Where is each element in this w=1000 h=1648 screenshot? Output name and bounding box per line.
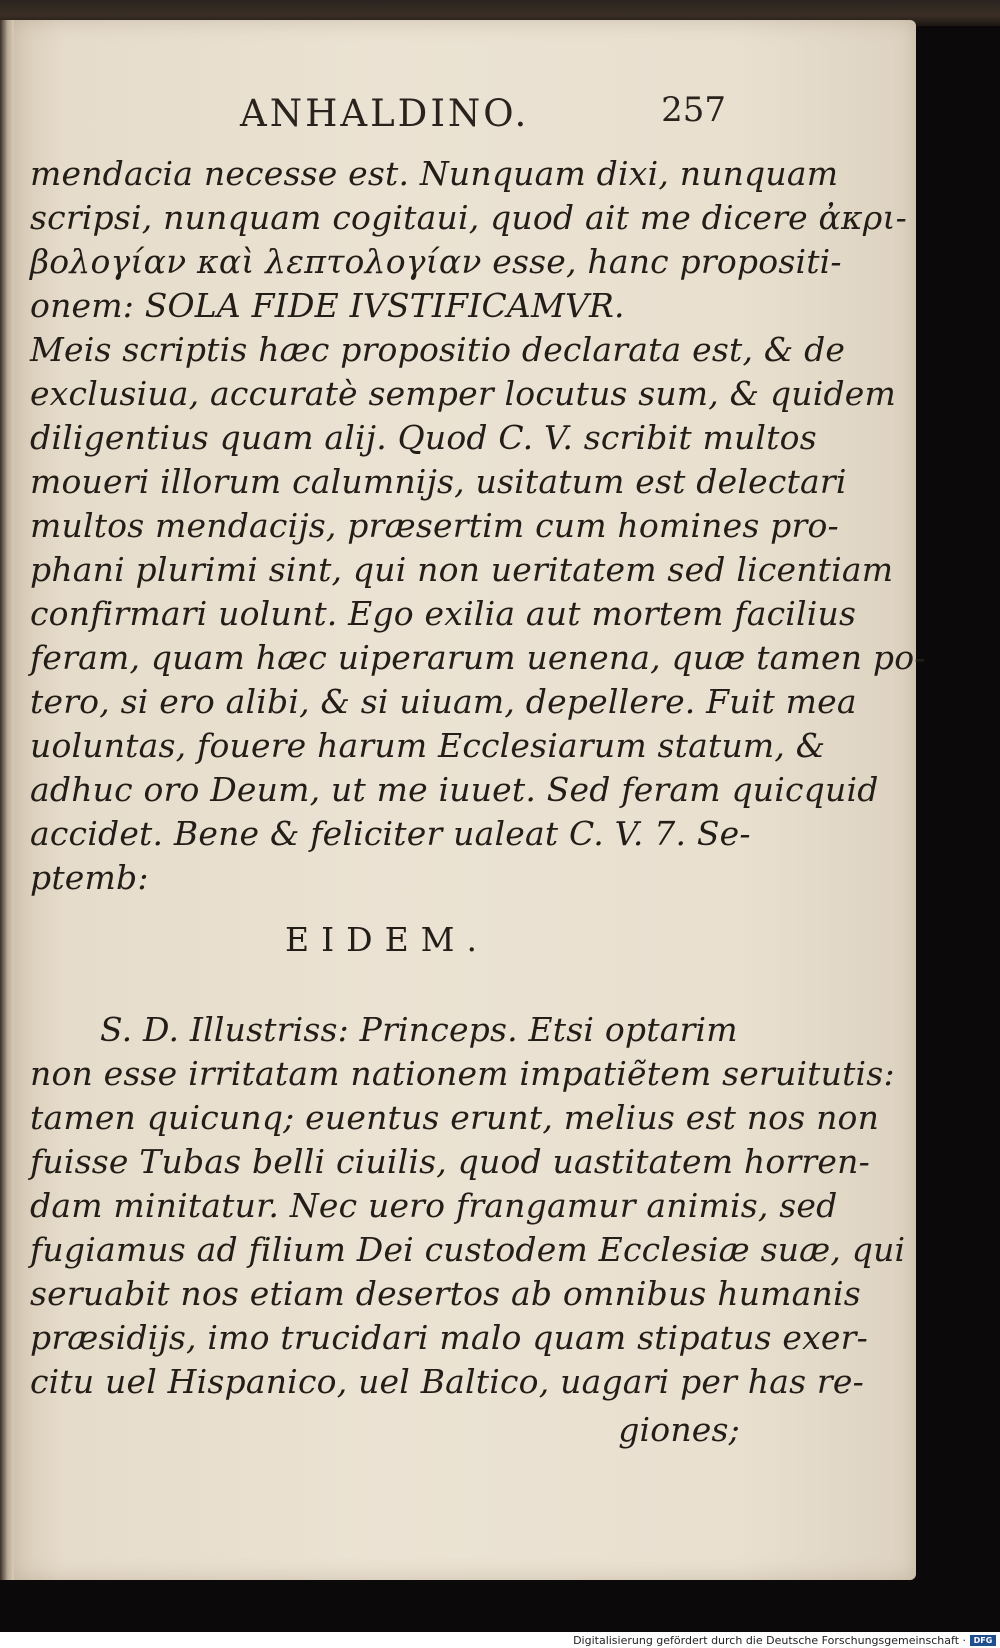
- text-line: dam minitatur. Nec uero frangamur animis, sed: [30, 1186, 838, 1225]
- text-line: non esse irritatam nationem impatiẽtem seruitutis:: [30, 1054, 895, 1093]
- text-line: fugiamus ad filium Dei custodem Ecclesiæ suæ, qui: [30, 1230, 906, 1269]
- text-line: Meis scriptis hæc propositio declarata est, & de: [30, 330, 846, 369]
- catchword: giones;: [618, 1410, 740, 1449]
- book-page: [10, 20, 926, 1580]
- page-number: 257: [661, 90, 726, 130]
- text-line: tero, si ero alibi, & si uiuam, depellere. Fuit mea: [30, 682, 857, 721]
- text-line: mendacia necesse est. Nunquam dixi, nunquam: [30, 154, 839, 193]
- text-line: adhuc oro Deum, ut me iuuet. Sed feram quicquid: [30, 770, 879, 809]
- letter-heading: EIDEM.: [285, 920, 489, 959]
- text-line: confirmari uolunt. Ego exilia aut mortem facilius: [30, 594, 857, 633]
- footer-bar: [0, 1632, 1000, 1648]
- text-line: moueri illorum calumnijs, usitatum est delectari: [30, 462, 847, 501]
- running-head: ANHALDINO.: [240, 92, 530, 135]
- text-line: ptemb:: [30, 858, 149, 897]
- text-line: multos mendacijs, præsertim cum homines pro-: [30, 506, 839, 545]
- text-line: S. D. Illustriss: Princeps. Etsi optarim: [100, 1010, 738, 1049]
- dfg-logo: DFG: [970, 1635, 996, 1646]
- text-line: feram, quam hæc uiperarum uenena, quæ tamen po-: [30, 638, 926, 677]
- text-line: seruabit nos etiam desertos ab omnibus humanis: [30, 1274, 861, 1313]
- page-gutter: [0, 20, 14, 1580]
- text-line: præsidijs, imo trucidari malo quam stipatus exer-: [30, 1318, 868, 1357]
- text-line: tamen quicunq; euentus erunt, melius est nos non: [30, 1098, 880, 1137]
- text-line: βολογίαν καὶ λεπτολογίαν esse, hanc propositi-: [30, 242, 842, 281]
- funding-notice: Digitalisierung gefördert durch die Deutsche Forschungsgemeinschaft ·: [573, 1634, 966, 1647]
- text-line: uoluntas, fouere harum Ecclesiarum statum, &: [30, 726, 826, 765]
- text-line: fuisse Tubas belli ciuilis, quod uastitatem horren-: [30, 1142, 870, 1181]
- text-line: citu uel Hispanico, uel Baltico, uagari per has re-: [30, 1362, 864, 1401]
- text-line: diligentius quam alij. Quod C. V. scribit multos: [30, 418, 817, 457]
- text-line: exclusiua, accuratè semper locutus sum, & quidem: [30, 374, 897, 413]
- text-line: onem: SOLA FIDE IVSTIFICAMVR.: [30, 286, 625, 325]
- text-line: scripsi, nunquam cogitaui, quod ait me dicere ἀκρι-: [30, 198, 907, 237]
- text-line: phani plurimi sint, qui non ueritatem sed licentiam: [30, 550, 894, 589]
- text-line: accidet. Bene & feliciter ualeat C. V. 7. Se-: [30, 814, 751, 853]
